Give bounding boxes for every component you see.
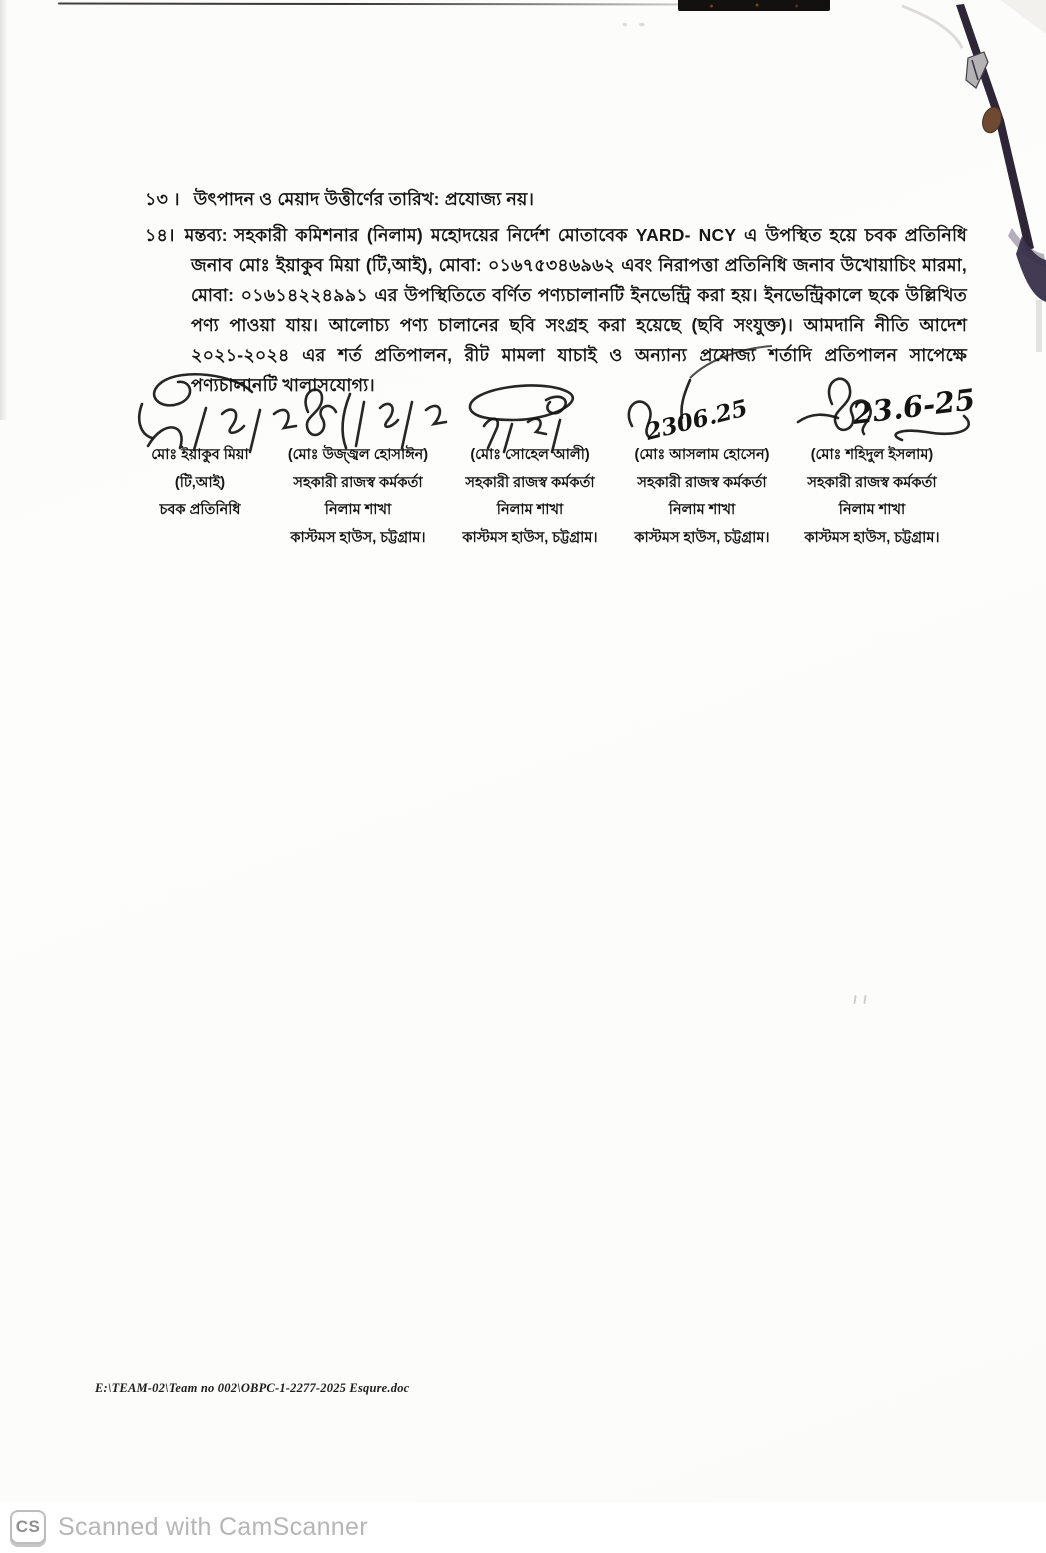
item-13-row (145, 184, 985, 214)
signatory-name: মোঃ ইয়াকুব মিয়া (151, 447, 249, 463)
signature-4-date: 2306.25 (642, 394, 751, 446)
camscanner-icon: CS (10, 1510, 46, 1544)
signatory-line4: কাস্টমস হাউস, চট্টগ্রাম। (462, 529, 598, 546)
scan-artifact-line (58, 3, 695, 6)
signature-block-3 (444, 442, 616, 552)
signature-block-2 (272, 442, 444, 552)
signatory-name: (মোঃ উজ্জ্বল হোসাঈন) (287, 447, 429, 463)
camscanner-watermark-bar (0, 1502, 1046, 1553)
signatory-line3: চবক প্রতিনিধি (159, 502, 241, 518)
footer-file-path: E:\TEAM-02\Team no 002\OBPC-1-2277-2025 Esqure.doc (95, 1381, 410, 1395)
item-14-text: সহকারী কমিশনার (নিলাম) মহোদয়ের নির্দেশ মোতাবেক YARD- NCY এ উপস্থিত হয়ে চবক প্রতিনিধি জনাব মোঃ ইয়াকুব মিয়া (টি,আই), মোবা: ০১৬৭৫৩৪৬৯৬২ এবং নিরাপত্তা প্রতিনিধি জনাব উখোয়াচিং মারমা, মোবা: ০১৬১৪২২৪৯৯১ এর উপস্থিতিতে বর্ণিত পণ্যচালানটি ইনভেন্ট্রি করা হয়। ইনভেন্ট্রিকালে ছকে উল্লিখিত পণ্য পাওয়া যায়। আলোচ্য পণ্য চালানের ছবি সংগ্রহ করা হয়েছে (ছবি সংযুক্ত)। আমদানি নীতি আদেশ ২০২১-২০২৪ এর শর্ত প্রতিপালন, রীট মামলা যাচাই ও অন্যান্য প্রযোজ্য শর্তাদি প্রতিপালন সাপেক্ষে পণ্যচালানটি খালাসযোগ্য। (191, 225, 967, 395)
signature-4-scribble (629, 380, 751, 446)
signatory-line4: কাস্টমস হাউস, চট্টগ্রাম। (290, 529, 426, 546)
item-14-label: মন্তব্য: (184, 225, 228, 245)
signature-block-4 (614, 442, 790, 552)
scan-artifact-smudge (618, 20, 652, 29)
signatory-line2: সহকারী রাজস্ব কর্মকর্তা (637, 474, 767, 491)
camscanner-label: Scanned with CamScanner (58, 1513, 368, 1541)
signatory-line2: (টি,আই) (174, 474, 226, 491)
signatory-name: (মোঃ আসলাম হোসেন) (634, 447, 770, 463)
scan-artifact-faint-marks (852, 995, 874, 1007)
signatory-line3: নিলাম শাখা (668, 502, 736, 518)
item-14-number: ১৪। (145, 225, 175, 245)
signatory-line3: নিলাম শাখা (496, 502, 564, 518)
signatory-name: (মোঃ শহিদুল ইসলাম) (810, 447, 934, 463)
signatory-line2: সহকারী রাজস্ব কর্মকর্তা (293, 474, 423, 491)
signatory-line4: কাস্টমস হাউস, চট্টগ্রাম। (804, 529, 940, 546)
item-13-text: উৎপাদন ও মেয়াদ উত্তীর্ণের তারিখ: প্রযোজ্য নয়। (193, 189, 535, 209)
signatory-line2: সহকারী রাজস্ব কর্মকর্তা (807, 474, 937, 491)
signatory-line3: নিলাম শাখা (838, 502, 906, 518)
paper-edge-shadow (0, 0, 8, 420)
signature-block-1 (120, 442, 280, 525)
signature-block-5 (784, 442, 960, 552)
signature-5-scribble (798, 379, 977, 440)
signatory-line2: সহকারী রাজস্ব কর্মকর্তা (465, 474, 595, 491)
signature-1-scribble (139, 374, 296, 452)
signature-2-scribble (306, 390, 446, 448)
scan-artifact-dark-block (678, 0, 830, 11)
item-13-number: ১৩ । (145, 189, 180, 209)
signatory-name: (মোঃ সোহেল আলী) (470, 447, 590, 463)
signatory-line3: নিলাম শাখা (324, 502, 392, 518)
signature-5-date: 23.6-25 (850, 382, 977, 431)
signatory-line4: কাস্টমস হাউস, চট্টগ্রাম। (634, 529, 770, 546)
